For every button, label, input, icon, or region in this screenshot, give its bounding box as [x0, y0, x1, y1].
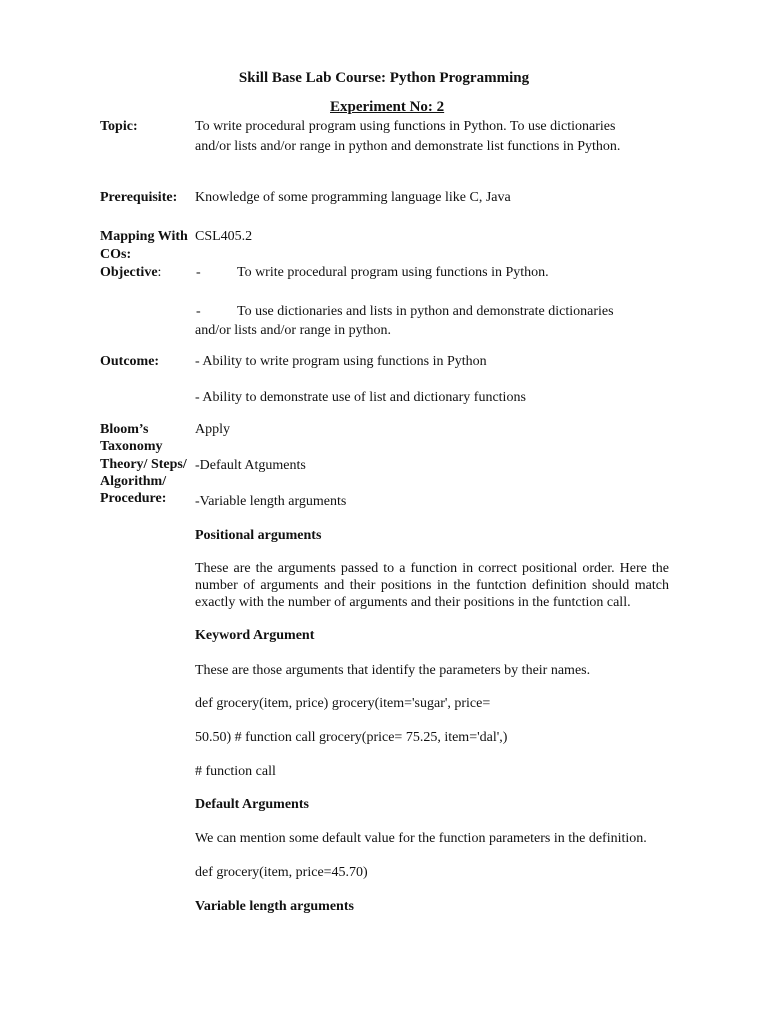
variable-length-arguments-heading: Variable length arguments: [195, 899, 354, 914]
mapping-label-line-1: Mapping With: [100, 229, 188, 244]
objective-dash-1: -: [196, 265, 201, 280]
document-title: Skill Base Lab Course: Python Programming: [238, 70, 530, 86]
objective-colon: :: [157, 265, 162, 280]
code-line-2: 50.50) # function call grocery(price= 75.25, item='dal',): [195, 730, 508, 745]
prerequisite-value: Knowledge of some programming language like C, Java: [195, 190, 511, 205]
objective-label: Objective: [100, 265, 158, 280]
code-line-3: # function call: [195, 764, 276, 779]
theory-label-line-2: Algorithm/: [100, 474, 167, 489]
outcome-label: Outcome:: [100, 354, 160, 369]
topic-line-2: and/or lists and/or range in python and demonstrate list functions in Python.: [195, 139, 621, 154]
positional-arguments-text: These are the arguments passed to a function in correct positional order. Here the number of arguments and their positions in the funtction definition should match exactly with the number of arguments and their positions in the funtction call.: [195, 561, 669, 610]
objective-label-group: [100, 264, 161, 281]
blooms-label-line-2: Taxonomy: [100, 439, 163, 454]
keyword-argument-text: These are those arguments that identify the parameters by their names.: [195, 663, 591, 678]
variable-arguments-item: -Variable length arguments: [195, 494, 347, 509]
experiment-number: Experiment No: 2: [330, 99, 445, 115]
prerequisite-label: Prerequisite:: [100, 190, 178, 205]
objective-dash-2: -: [196, 304, 201, 319]
objective-item-1: To write procedural program using functions in Python.: [237, 265, 549, 280]
theory-label-line-1: Theory/ Steps/: [100, 457, 187, 472]
default-arguments-text: We can mention some default value for the function parameters in the definition.: [195, 831, 647, 846]
blooms-label-line-1: Bloom’s: [100, 422, 149, 437]
objective-item-2-line-2: and/or lists and/or range in python.: [195, 323, 391, 338]
mapping-value: CSL405.2: [195, 229, 253, 244]
topic-label: Topic:: [100, 119, 138, 134]
default-arguments-heading: Default Arguments: [195, 797, 309, 812]
default-arguments-item: -Default Atguments: [195, 458, 306, 473]
code-line-1: def grocery(item, price) grocery(item='sugar', price=: [195, 696, 491, 711]
mapping-label-line-2: COs:: [100, 247, 132, 262]
blooms-value: Apply: [195, 422, 230, 437]
theory-label-line-3: Procedure:: [100, 491, 167, 506]
positional-arguments-heading: Positional arguments: [195, 528, 322, 543]
outcome-item-1: - Ability to write program using functions in Python: [195, 354, 487, 369]
code-line-4: def grocery(item, price=45.70): [195, 865, 368, 880]
objective-item-2-line-1: To use dictionaries and lists in python and demonstrate dictionaries: [237, 304, 614, 319]
keyword-argument-heading: Keyword Argument: [195, 628, 315, 643]
topic-line-1: To write procedural program using functions in Python. To use dictionaries: [195, 119, 616, 134]
outcome-item-2: - Ability to demonstrate use of list and dictionary functions: [195, 390, 526, 405]
